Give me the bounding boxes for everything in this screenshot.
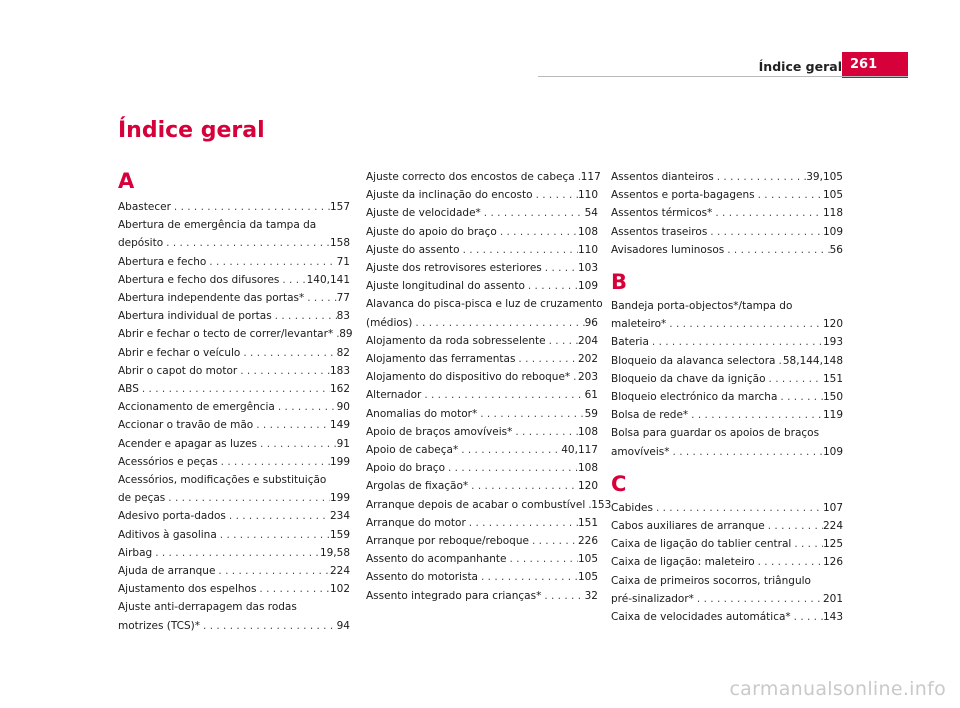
dot-leader [200, 617, 337, 635]
index-entry-page: 90 [336, 401, 350, 414]
index-entry-page: 39,105 [806, 171, 843, 183]
index-entry-page: 59 [584, 407, 598, 420]
index-entry-term: motrizes (TCS)* [118, 619, 201, 632]
index-entry-term: Abrir e fechar o tecto de correr/levantar* [118, 328, 334, 341]
index-entry[interactable] [366, 532, 598, 550]
index-entry-term: Arranque por reboque/reboque [366, 535, 529, 548]
index-entry-term: Acender e apagar as luzes [118, 437, 258, 450]
dot-leader [506, 550, 577, 568]
dot-leader [477, 405, 584, 423]
index-entry[interactable] [118, 253, 350, 271]
index-entry-term: Assentos e porta-bagagens [611, 189, 755, 202]
index-entry-page: 162 [329, 383, 350, 396]
index-entry-term: Argolas de fixação* [366, 480, 469, 493]
index-entry-page: 105 [577, 553, 598, 566]
index-entry-term: Alternador [366, 389, 422, 402]
index-entry-page: 224 [329, 565, 350, 578]
index-entry-term: Caixa de ligação do tablier central [611, 538, 792, 551]
header-divider [538, 76, 908, 77]
index-entry-term: Abrir e fechar o veículo [118, 346, 241, 359]
index-entry-term: (médios) [366, 316, 413, 329]
index-entry-term: Accionar o travão de mão [118, 419, 254, 432]
index-entry[interactable] [118, 325, 353, 343]
index-entry[interactable] [366, 386, 598, 404]
index-entry-page: 108 [577, 225, 598, 238]
index-entry-term: Assento do motorista [366, 571, 478, 584]
index-entry[interactable] [118, 562, 350, 580]
dot-leader [525, 277, 578, 295]
dot-leader [481, 204, 585, 222]
index-column-3 [611, 168, 843, 626]
index-entry[interactable] [611, 553, 843, 571]
index-entry-page: 108 [577, 462, 598, 475]
index-entry-term: Caixa de ligação: maleteiro [611, 556, 755, 569]
dot-leader [546, 332, 578, 350]
index-entry-term: Ajuda de arranque [118, 565, 216, 578]
index-entry-term: Ajustamento dos espelhos [118, 583, 257, 596]
dot-leader [226, 507, 330, 525]
index-entry-term: Ajuste do apoio do braço [366, 225, 497, 238]
dot-leader [139, 380, 330, 398]
index-entry[interactable] [118, 416, 350, 434]
index-entry[interactable] [366, 477, 598, 495]
index-entry-page: 151 [577, 516, 598, 529]
index-entry[interactable] [366, 350, 598, 368]
index-entry[interactable] [118, 544, 350, 562]
index-entry[interactable] [611, 535, 843, 553]
index-entry[interactable] [366, 496, 612, 514]
index-entry-term: Alojamento da roda sobresselente [366, 334, 546, 347]
dot-leader [468, 477, 578, 495]
section-letter-a: A [118, 169, 135, 193]
dot-leader [421, 386, 584, 404]
dot-leader [253, 416, 330, 434]
dot-leader [670, 443, 823, 461]
document-title: Índice geral [118, 118, 265, 143]
dot-leader [775, 352, 782, 370]
index-column-1 [118, 168, 353, 635]
index-entry-term: Aditivos à gasolina [118, 528, 217, 541]
index-entry-page: 96 [584, 316, 598, 329]
index-entry-term: maleteiro* [611, 318, 667, 331]
dot-leader [240, 344, 336, 362]
dot-leader [694, 590, 823, 608]
index-entry[interactable] [611, 517, 843, 535]
index-entry[interactable] [118, 598, 350, 634]
dot-leader [497, 223, 578, 241]
index-entry-term: Adesivo porta-dados [118, 510, 226, 523]
dot-leader [460, 241, 578, 259]
dot-leader [272, 307, 337, 325]
dot-leader [304, 289, 336, 307]
index-entry-page: 40,117 [561, 444, 598, 457]
index-entry-page: 105 [822, 189, 843, 202]
index-entry-page: 110 [577, 189, 598, 202]
index-entry-term: Apoio do braço [366, 462, 445, 475]
index-entry[interactable] [366, 277, 598, 295]
index-entry-page: 201 [822, 592, 843, 605]
index-entry-page: 83 [336, 310, 350, 323]
index-entry-page: 157 [329, 201, 350, 213]
index-entry-page: 153 [591, 498, 612, 511]
index-entry-page: 109 [822, 225, 843, 238]
index-entry-page: 234 [329, 510, 350, 523]
index-entry-page: 151 [822, 372, 843, 385]
index-entry[interactable] [118, 453, 350, 471]
dot-leader [215, 562, 330, 580]
index-entry[interactable] [611, 608, 843, 626]
index-entry-term-line1: Caixa de primeiros socorros, triângulo [611, 574, 811, 587]
index-entry[interactable] [118, 216, 350, 252]
index-entry-term-line1: Acessórios, modificações e substituição [118, 474, 327, 487]
index-entry-page: 58,144,148 [782, 354, 843, 367]
index-entry-term: Ajuste da inclinação do encosto [366, 189, 533, 202]
index-entry[interactable] [366, 204, 598, 222]
dot-leader [458, 441, 561, 459]
index-entry[interactable] [118, 198, 350, 216]
dot-leader [218, 453, 330, 471]
index-entry[interactable] [366, 423, 598, 441]
index-entry-term: Arranque do motor [366, 516, 466, 529]
index-entry[interactable] [366, 459, 598, 477]
index-entry-page: 226 [577, 535, 598, 548]
index-entry[interactable] [366, 332, 598, 350]
index-entry-term: Ajuste correcto dos encostos de cabeça [366, 171, 575, 183]
index-entry[interactable] [366, 568, 598, 586]
dot-leader [707, 223, 823, 241]
dot-leader [533, 186, 578, 204]
dot-leader [163, 234, 330, 252]
index-column-2 [366, 168, 612, 605]
index-entry[interactable] [366, 441, 598, 459]
dot-leader [466, 514, 578, 532]
index-entry-term: Anomalias do motor* [366, 407, 478, 420]
index-entry-term: Ajuste longitudinal do assento [366, 280, 525, 293]
index-entry-term: Abrir o capot do motor [118, 364, 238, 377]
running-header-title: Índice geral [758, 59, 842, 74]
index-entry-term: Abastecer [118, 201, 171, 213]
dot-leader [206, 253, 336, 271]
index-entry-page: 102 [329, 583, 350, 596]
dot-leader [765, 517, 823, 535]
index-entry-term: Alojamento das ferramentas [366, 353, 516, 366]
dot-leader [712, 204, 823, 222]
index-entry-term-line1: Bandeja porta-objectos*/tampa do [611, 300, 793, 313]
index-entry-page: 193 [822, 336, 843, 349]
index-entry[interactable] [118, 271, 350, 289]
index-entry[interactable] [118, 507, 350, 525]
index-entry-term-line1: Alavanca do pisca-pisca e luz de cruzamento [366, 298, 603, 311]
index-entry-term: Bloqueio da chave da ignição [611, 372, 766, 385]
dot-leader [256, 580, 330, 598]
index-entry-term: Airbag [118, 546, 153, 559]
dot-leader [649, 333, 823, 351]
dot-leader [653, 499, 823, 517]
index-entry[interactable] [366, 241, 598, 259]
dot-leader [755, 553, 823, 571]
index-entry[interactable] [118, 471, 350, 507]
index-entry-page: 56 [829, 243, 843, 256]
index-entry-page: 109 [577, 280, 598, 293]
index-entry-term-line1: Bolsa para guardar os apoios de braços [611, 427, 820, 440]
index-entry-page: 199 [329, 455, 350, 468]
index-entry-term: Abertura individual de portas [118, 310, 272, 323]
index-entry-term: ABS [118, 383, 139, 396]
index-entry[interactable] [366, 550, 598, 568]
index-entry[interactable] [366, 259, 598, 277]
index-entry[interactable] [611, 241, 843, 259]
index-entry[interactable] [366, 223, 598, 241]
dot-leader [766, 370, 823, 388]
index-entry-term: Ajuste de velocidade* [366, 207, 481, 220]
index-entry-page: 109 [822, 445, 843, 458]
index-entry-page: 204 [577, 334, 598, 347]
dot-leader [529, 532, 578, 550]
index-entry-page: 108 [577, 425, 598, 438]
index-entry[interactable] [366, 295, 603, 331]
dot-leader [714, 168, 807, 186]
index-entry[interactable] [366, 514, 598, 532]
index-entry-page: 199 [329, 492, 350, 505]
watermark: carmanualsonline.info [729, 678, 946, 700]
index-entry[interactable] [118, 362, 350, 380]
dot-leader [171, 198, 330, 216]
index-entry[interactable] [118, 398, 350, 416]
index-entry-term: Bateria [611, 336, 649, 349]
index-entry-term: Caixa de velocidades automática* [611, 611, 791, 624]
dot-leader [279, 271, 306, 289]
index-entry[interactable] [611, 186, 843, 204]
index-entry[interactable] [366, 186, 598, 204]
dot-leader [237, 362, 330, 380]
index-entry-page: 89 [339, 328, 353, 341]
dot-leader [257, 435, 337, 453]
index-entry-page: 105 [577, 571, 598, 584]
index-entry-term: Accionamento de emergência [118, 401, 275, 414]
dot-leader [445, 459, 578, 477]
index-entry-term: Cabos auxiliares de arranque [611, 520, 765, 533]
index-entry-term: Avisadores luminosos [611, 243, 725, 256]
index-entry[interactable] [611, 499, 843, 517]
index-entry-page: 117 [580, 171, 601, 183]
page-number-badge: 261 [842, 52, 908, 78]
index-entry-term: Abertura e fecho [118, 255, 207, 268]
index-entry-page: 143 [822, 611, 843, 624]
index-entry-page: 126 [822, 556, 843, 569]
index-entry[interactable] [366, 587, 598, 605]
index-entry-page: 119 [822, 409, 843, 422]
index-entry-page: 77 [336, 292, 350, 305]
dot-leader [542, 259, 578, 277]
dot-leader [217, 526, 330, 544]
index-entry-page: 150 [822, 391, 843, 404]
index-entry-term: Assentos dianteiros [611, 171, 714, 183]
dot-leader [412, 314, 584, 332]
index-entry[interactable] [611, 204, 843, 222]
index-entry[interactable] [118, 307, 350, 325]
index-entry-term: Abertura e fecho dos difusores [118, 273, 280, 286]
index-entry-term: Bolsa de rede* [611, 409, 689, 422]
index-entry-term: Bloqueio electrónico da marcha [611, 391, 778, 404]
index-entry[interactable] [366, 405, 598, 423]
index-entry[interactable] [611, 297, 843, 333]
index-entry-term-line1: Ajuste anti-derrapagem das rodas [118, 601, 297, 614]
index-entry-page: 103 [577, 262, 598, 275]
dot-leader [755, 186, 823, 204]
index-entry-page: 183 [329, 364, 350, 377]
section-letter-c: C [611, 471, 627, 496]
index-entry-page: 203 [577, 371, 598, 384]
index-entry-term: depósito [118, 237, 164, 250]
dot-leader [724, 241, 829, 259]
index-entry-term: Ajuste do assento [366, 243, 460, 256]
index-entry[interactable] [611, 223, 843, 241]
index-entry-term: de peças [118, 492, 166, 505]
index-entry-page: 159 [329, 528, 350, 541]
index-entry-term: Arranque depois de acabar o combustível [366, 498, 586, 511]
index-entry-page: 118 [822, 207, 843, 220]
index-entry-page: 71 [336, 255, 350, 268]
index-entry-term-line1: Abertura de emergência da tampa da [118, 219, 317, 232]
dot-leader [152, 544, 320, 562]
dot-leader [777, 388, 823, 406]
dot-leader [666, 315, 823, 333]
index-entry-term: Assento do acompanhante [366, 553, 507, 566]
dot-leader [688, 406, 823, 424]
index-entry-page: 91 [336, 437, 350, 450]
index-entry-page: 224 [822, 520, 843, 533]
index-entry-page: 140,141 [306, 273, 350, 286]
index-entry-page: 149 [329, 419, 350, 432]
index-entry-page: 19,58 [319, 546, 350, 559]
index-entry-term: Apoio de braços amovíveis* [366, 425, 513, 438]
dot-leader [165, 489, 330, 507]
index-entry-term: Abertura independente das portas* [118, 292, 305, 305]
index-entry[interactable] [118, 344, 350, 362]
index-entry[interactable] [611, 406, 843, 424]
index-entry[interactable] [611, 370, 843, 388]
index-entry-term: Acessórios e peças [118, 455, 218, 468]
index-entry[interactable] [118, 289, 350, 307]
index-entry-page: 120 [822, 318, 843, 331]
index-entry-term: Ajuste dos retrovisores esteriores [366, 262, 542, 275]
index-entry[interactable] [611, 572, 843, 608]
index-entry-page: 107 [822, 501, 843, 514]
index-entry[interactable] [118, 380, 350, 398]
index-entry[interactable] [611, 333, 843, 351]
index-entry-term: Assento integrado para crianças* [366, 589, 542, 602]
index-entry[interactable] [118, 580, 350, 598]
index-entry-page: 32 [584, 589, 598, 602]
index-entry[interactable] [611, 388, 843, 406]
dot-leader [541, 587, 584, 605]
index-entry-term: Alojamento do dispositivo do reboque* [366, 371, 571, 384]
index-entry-page: 61 [584, 389, 598, 402]
index-entry-term: Cabides [611, 501, 653, 514]
index-entry[interactable] [611, 352, 843, 370]
index-entry[interactable] [118, 526, 350, 544]
dot-leader [478, 568, 578, 586]
index-entry-page: 82 [336, 346, 350, 359]
index-entry-page: 120 [577, 480, 598, 493]
index-entry-page: 110 [577, 243, 598, 256]
index-entry[interactable] [611, 168, 843, 186]
dot-leader [791, 608, 823, 626]
index-entry-term: Assentos térmicos* [611, 207, 713, 220]
dot-leader [791, 535, 823, 553]
index-entry-page: 54 [584, 207, 598, 220]
index-entry-page: 158 [329, 237, 350, 250]
index-entry-term: amovíveis* [611, 445, 670, 458]
index-entry[interactable] [366, 168, 601, 186]
index-entry[interactable] [611, 424, 843, 460]
dot-leader [275, 398, 337, 416]
index-entry-term: pré-sinalizador* [611, 592, 694, 605]
section-letter-b: B [611, 270, 628, 295]
index-entry-page: 202 [577, 353, 598, 366]
dot-leader [512, 423, 578, 441]
index-entry[interactable] [118, 435, 350, 453]
index-entry[interactable] [366, 368, 598, 386]
dot-leader [515, 350, 578, 368]
index-entry-page: 94 [336, 619, 350, 632]
index-entry-term: Apoio de cabeça* [366, 444, 459, 457]
index-entry-term: Bloqueio da alavanca selectora [611, 354, 776, 367]
index-entry-page: 125 [822, 538, 843, 551]
index-entry-term: Assentos traseiros [611, 225, 708, 238]
dot-leader [570, 368, 578, 386]
